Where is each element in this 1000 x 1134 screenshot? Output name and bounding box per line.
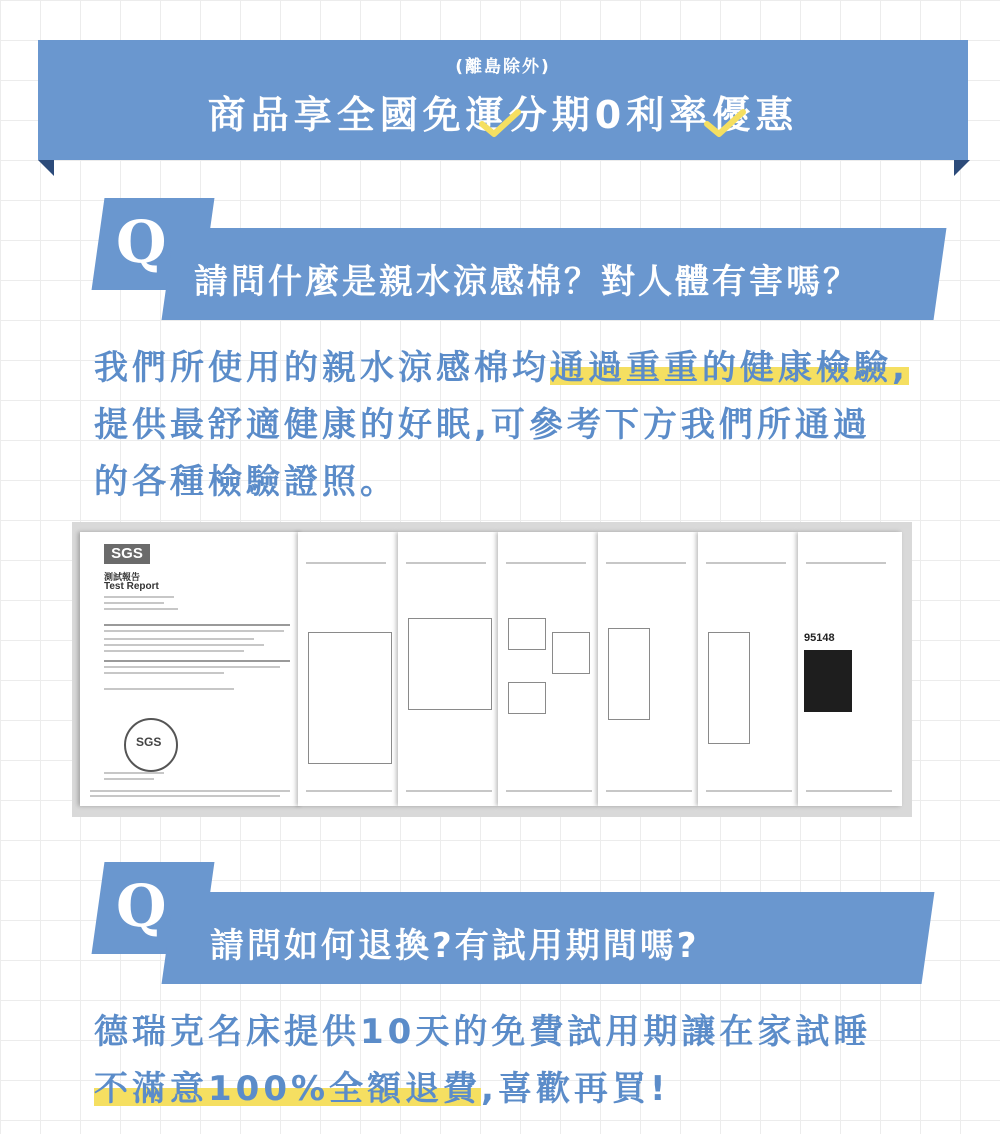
- sample-photo: [804, 650, 852, 712]
- banner-fold-left: [38, 160, 54, 176]
- answer-highlight: 通過重重的健康檢驗,: [550, 348, 909, 388]
- answer-line: 德瑞克名床提供10天的免費試用期讓在家試睡: [94, 1012, 872, 1052]
- report-title-en: Test Report: [104, 581, 159, 592]
- certificate-page: [698, 532, 798, 806]
- certificates-strip: [72, 522, 912, 817]
- certificate-page: [798, 532, 902, 806]
- banner-title: 商品享全國免運分期0利率優惠: [207, 93, 799, 137]
- q-letter: Q: [116, 872, 167, 940]
- certificate-page: [498, 532, 598, 806]
- answer-text: ,喜歡再買!: [481, 1069, 670, 1109]
- answer-text: 我們所使用的親水涼感棉均: [94, 348, 550, 388]
- check-mark-icon: [478, 108, 522, 138]
- check-mark-icon: [703, 108, 747, 138]
- report-number: 95148: [804, 632, 835, 644]
- report-title-zh: 測試報告: [104, 573, 141, 583]
- answer-line: [94, 340, 909, 396]
- answer-line: 提供最舒適健康的好眠,可參考下方我們所通過: [94, 405, 871, 445]
- certificate-page: [80, 532, 302, 806]
- certificate-page: [298, 532, 398, 806]
- question-title: 請問如何退換?有試用期間嗎?: [210, 926, 700, 966]
- banner-subtitle: (離島除外): [455, 57, 551, 77]
- q-letter: Q: [116, 208, 167, 276]
- answer-line: 的各種檢驗證照。: [94, 462, 398, 502]
- sgs-logo: SGS: [104, 544, 150, 564]
- answer-highlight: 不滿意100%全額退費: [94, 1069, 482, 1109]
- question-title: 請問什麼是親水涼感棉？對人體有害嗎？: [194, 262, 860, 302]
- sgs-stamp: SGS: [124, 718, 178, 772]
- certificate-page: [598, 532, 698, 806]
- certificate-page: [398, 532, 498, 806]
- promo-banner: [38, 40, 968, 160]
- answer-line: [94, 1061, 669, 1117]
- banner-fold-right: [954, 160, 970, 176]
